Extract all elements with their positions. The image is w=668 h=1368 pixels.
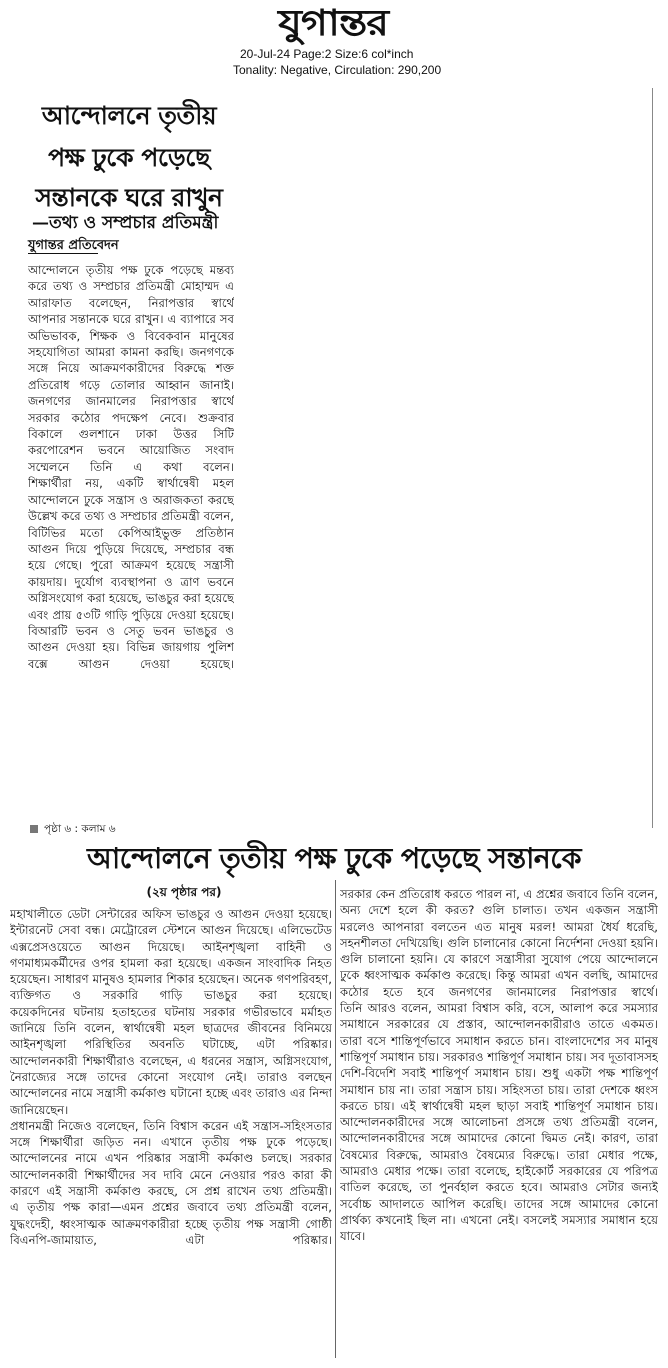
clip-border <box>652 88 653 828</box>
headline-line-3: সন্তানকে ঘরে রাখুন <box>35 183 223 212</box>
continuation-paragraph: প্রধানমন্ত্রী নিজেও বলেছেন, তিনি বিশ্বাস করেন এই সন্ত্রাস-সহিংসতার সঙ্গে শিক্ষার্থীরা জড়িত নন। এখানে তৃতীয় পক্ষ ঢুকে পড়েছে। আন্দোলনের নামে এখন পরিষ্কার সন্ত্রাসী কর্মকাণ্ড চলছে। সরকার আন্দোলনকারী শিক্ষার্থীদের সব দাবি মেনে নেওয়ার পরও কারা কী কারণে এই সন্ত্রাসী কর্মকাণ্ড করছে, সে প্রশ্ন রাখেন তথ্য প্রতিমন্ত্রী। <box>10 1118 332 1199</box>
headline-line-1: আন্দোলনে তৃতীয় <box>41 101 217 130</box>
continued-label: (২য় পৃষ্ঠার পর) <box>146 885 222 899</box>
article-paragraph: শিক্ষার্থীরা নয়, একটি স্বার্থান্বেষী মহল আন্দোলনে ঢুকে সন্ত্রাস ও অরাজকতা করছে উল্লেখ করে তথ্য ও সম্প্রচার প্রতিমন্ত্রী বলেন, বিটিভির মতো কেপিআইভুক্ত প্রতিষ্ঠান আগুন দিয়ে পুড়িয়ে দিয়েছে, সম্প্রচার বন্ধ হয়ে গেছে। পুরো আক্রমণ হয়েছে সন্ত্রাসী কায়দায়। দুর্যোগ ব্যবস্থাপনা ও ত্রাণ ভবনে অগ্নিসংযোগ করা হয়েছে, ভাঙচুর করা হয়েছে এবং প্রায় ৫৩টি গাড়ি পুড়িয়ে দেওয়া হয়েছে। বিআরটি ভবন ও সেতু ভবন ভাঙচুর ও আগুন দেওয়া হয়। বিভিন্ন জায়গায় পুলিশ বক্সে আগুন দেওয়া হয়েছে। <box>28 476 234 671</box>
continuation-headline: আন্দোলনে তৃতীয় পক্ষ ঢুকে পড়েছে সন্তানকে <box>87 841 581 875</box>
byline-rule <box>28 253 98 254</box>
continuation-paragraph: সরকার কেন প্রতিরোধ করতে পারল না, এ প্রশ্নের জবাবে তিনি বলেন, অন্য দেশে হলে কী করত? গুলি চালাত। তখন একজন সন্ত্রাসী মরলেও আপনারা বলতেন এত মানুষ মরল! আমরা ধৈর্য ধরেছি, সহনশীলতা দেখিয়েছি। গুলি চালানোর কোনো নির্দেশনা দেওয়া হয়নি। গুলি চালানো হয়নি। যে কারণে সন্ত্রাসীরা সুযোগ পেয়ে আন্দোলনে ঢুকে ধ্বংসাত্মক কর্মকাণ্ড করেছে। কিন্তু আমরা এখন বলছি, আমাদের কঠোর হতে হবে জনগণের জানমালের নিরাপত্তার স্বার্থে। <box>340 887 658 999</box>
byline: যুগান্তর প্রতিবেদন <box>28 238 119 253</box>
continuation-paragraph: আন্দোলনকারীদের সঙ্গে আলোচনা প্রসঙ্গে তথ্য প্রতিমন্ত্রী বলেন, আন্দোলনকারীদের সঙ্গে আমাদের কোনো দ্বিমত নেই। কারণ, তারা বৈষম্যের বিরুদ্ধে, আমরাও বৈষম্যের বিরুদ্ধে। তারা মেধার পক্ষে, আমরাও মেধার পক্ষে। তারা বলেছে, হাইকোর্ট সরকারের যে পরিপত্র বাতিল করেছে, তা পুনর্বহাল করতে হবে। আমরাও সেটার জন্যই সর্বোচ্চ আদালতে আপিল করেছি। তাদের সঙ্গে আমাদের কোনো প্রার্থক্য কখনোই ছিল না। এখনো নেই। বসলেই সমস্যার সমাধান হয়ে যাবে। <box>340 1115 658 1244</box>
jump-marker-icon <box>30 825 38 833</box>
tonality-meta: Tonality: Negative, Circulation: 290,200 <box>233 63 442 77</box>
continuation-column-right <box>340 886 658 1364</box>
clipping-meta: 20-Jul-24 Page:2 Size:6 col*inch <box>240 47 414 61</box>
jump-text: পৃষ্ঠা ৬ : কলাম ৬ <box>44 823 116 835</box>
continuation-column-left <box>10 906 332 1364</box>
continuation-paragraph: কয়েকদিনের ঘটনায় হতাহতের ঘটনায় সরকার গভীরভাবে মর্মাহত জানিয়ে তিনি বলেন, স্বার্থান্বেষী মহল ছাত্রদের জীবনের বিনিময়ে আইনশৃঙ্খলা পরিস্থিতির অবনতি ঘটাচ্ছে, এটা পরিষ্কার। আন্দোলনকারী শিক্ষার্থীরাও বলেছেন, এ ধরনের সন্ত্রাস, অগ্নিসংযোগ, নৈরাজ্যের সঙ্গে তাদের কোনো সংযোগ নেই। তারাও বলছেন আন্দোলনের নামে সন্ত্রাসী কর্মকাণ্ড ঘটানো হচ্ছে এবং তারাও এর নিন্দা জানিয়েছেন। <box>10 1004 332 1117</box>
subheadline: —তথ্য ও সম্প্রচার প্রতিমন্ত্রী <box>32 213 219 233</box>
article-paragraph: আন্দোলনে তৃতীয় পক্ষ ঢুকে পড়েছে মন্তব্য করে তথ্য ও সম্প্রচার প্রতিমন্ত্রী মোহাম্মদ এ আরাফাত বলেছেন, নিরাপত্তার স্বার্থে আপনার সন্তানকে ঘরে রাখুন। এ ব্যাপারে সব অভিভাবক, শিক্ষক ও বিবেকবান মানুষের সহযোগিতা আমরা কামনা করছি। জনগণকে সঙ্গে নিয়ে আক্রমণকারীদের বিরুদ্ধে শক্ত প্রতিরোধ গড়ে তোলার আহ্বান জানাই। জনগণের জানমালের নিরাপত্তার স্বার্থে সরকার কঠোর পদক্ষেপ নেবে। শুক্রবার বিকালে গুলশানে ঢাকা উত্তর সিটি করপোরেশন ভবনে আয়োজিত সংবাদ সম্মেলনে তিনি এ কথা বলেন। <box>28 263 234 474</box>
continuation-paragraph: তিনি আরও বলেন, আমরা বিশ্বাস করি, বসে, আলাপ করে সমস্যার সমাধানে সরকারের যে প্রস্তাব, আন্দোলনকারীরাও তাতে একমত। তারা বসে শান্তিপূর্ণভাবে সমাধান করতে চান। বাংলাদেশের সব মানুষ শান্তিপূর্ণ সমাধান চায়। সরকারও শান্তিপূর্ণ সমাধান চায়। সব দূতাবাসসহ দেশি-বিদেশি সবাই শান্তিপূর্ণ সমাধান চায়। শুধু একটা পক্ষ শান্তিপূর্ণ সমাধান চায় না। তারা সন্ত্রাস চায়। সহিংসতা চায়। তারা দেশকে ধ্বংস করতে চায়। এই স্বার্থান্বেষী মহল ছাড়া সবাই শান্তিপূর্ণ সমাধান চায়। <box>340 1001 658 1113</box>
article-body <box>28 262 234 822</box>
column-divider <box>335 880 336 1358</box>
continuation-paragraph: মহাখালীতে ডেটা সেন্টারের অফিস ভাঙচুর ও আগুন দেওয়া হয়েছে। ইন্টারনেট সেবা বন্ধ। মেট্রোরেল স্টেশনে আগুন দিয়েছে। এলিভেটেড এক্সপ্রেসওয়েতে আগুন দিয়েছে। আইনশৃঙ্খলা বাহিনী ও গণমাধ্যমকর্মীদের ওপর হামলা করা হয়েছে। একজন সাংবাদিক নিহত হয়েছেন। সাধারণ মানুষও হামলার শিকার হয়েছেন। অনেক গণপরিবহণ, ব্যক্তিগত ও সরকারি গাড়ি ভাঙচুর করা হয়েছে। <box>10 907 332 1003</box>
continuation-paragraph: এ তৃতীয় পক্ষ কারা—এমন প্রশ্নের জবাবে তথ্য প্রতিমন্ত্রী বলেন, যুদ্ধংদেহী, ধ্বংসাত্মক আক্রমণকারীরা হচ্ছে তৃতীয় পক্ষ সন্ত্রাসী গোষ্ঠী বিএনপি-জামায়াত, এটা পরিষ্কার। <box>10 1200 332 1247</box>
headline-line-2: পক্ষ ঢুকে পড়েছে <box>48 143 210 172</box>
newspaper-logo: যুগান্তর <box>278 2 388 44</box>
